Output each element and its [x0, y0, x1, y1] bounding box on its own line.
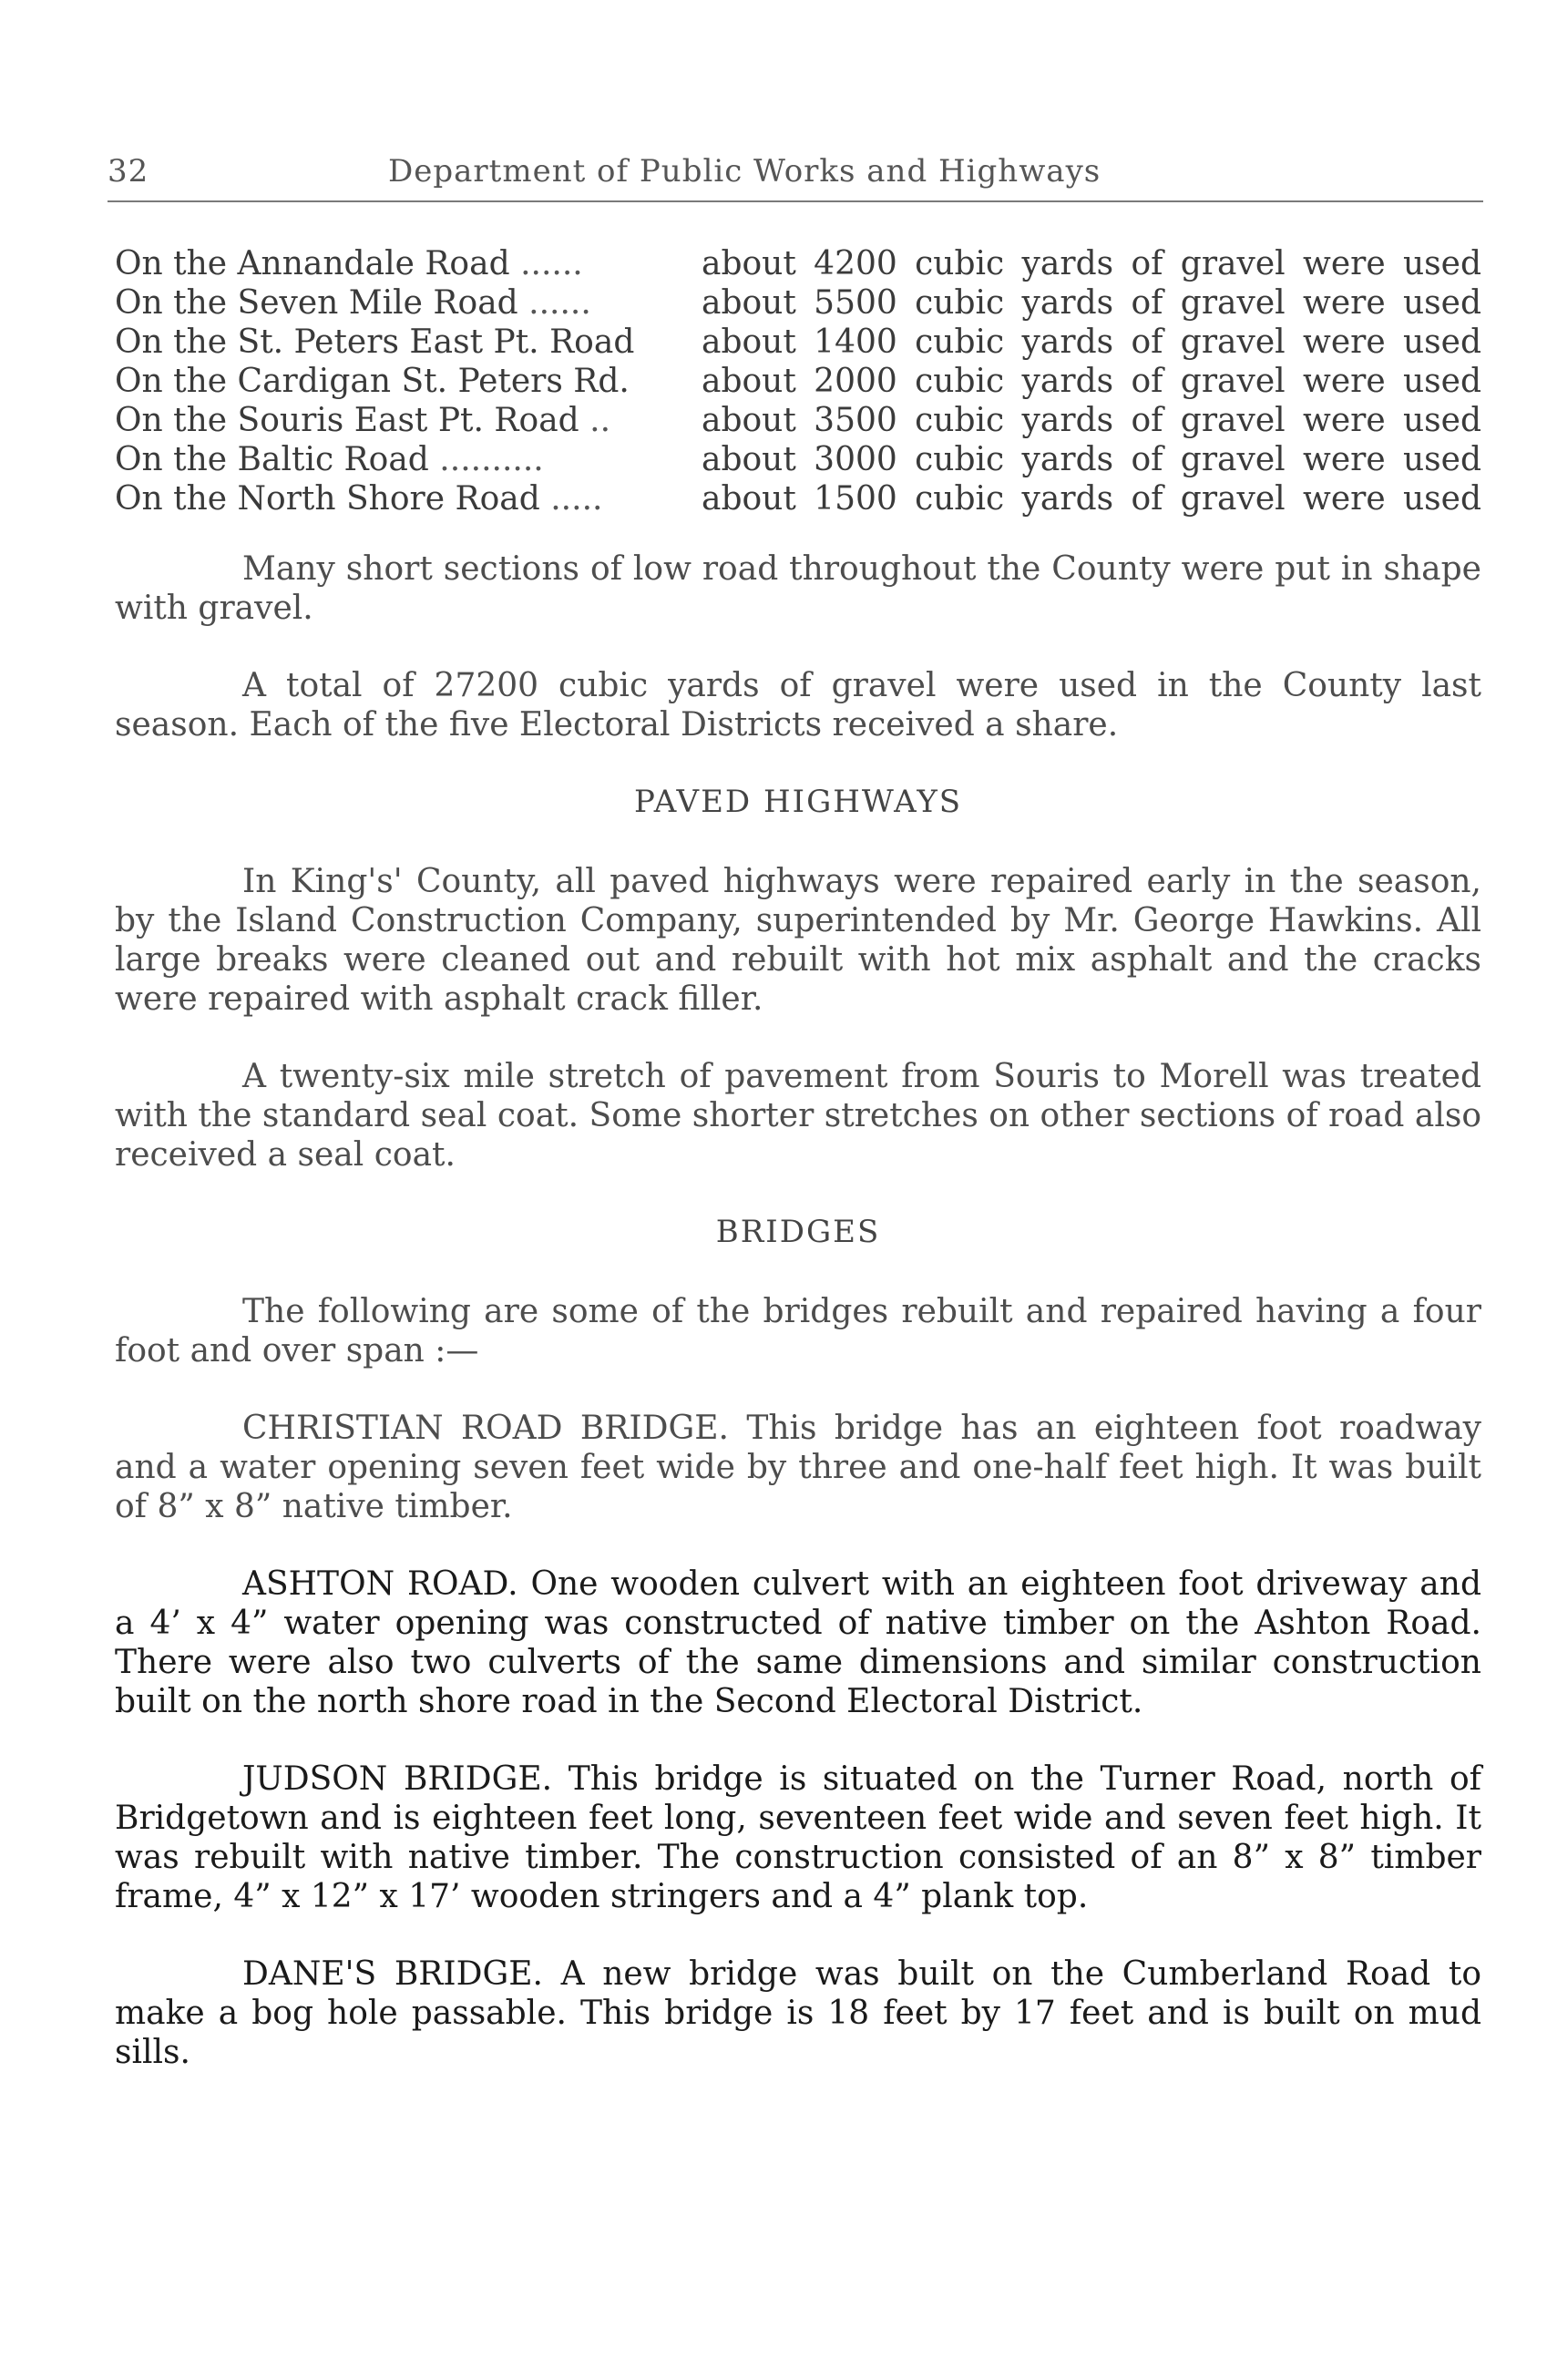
gravel-list-item — [115, 244, 1481, 283]
paragraph-gravel-total: A total of 27200 cubic yards of gravel were used in the County last season. Each of the five Electoral Districts received a share. — [115, 667, 1481, 744]
gravel-list-item — [115, 283, 1481, 323]
gravel-list-item — [115, 323, 1481, 362]
paragraph-bridges-intro: The following are some of the bridges rebuilt and repaired having a four foot and over span :— — [115, 1293, 1481, 1370]
page-header — [108, 146, 1483, 202]
road-name: On the North Shore Road — [115, 480, 540, 518]
road-name: On the Seven Mile Road — [115, 284, 518, 322]
gravel-list-item — [115, 440, 1481, 479]
paragraph-danes-bridge: DANE'S BRIDGE. A new bridge was built on the Cumberland Road to make a bog hole passable. This bridge is 18 feet by 17 feet and is built on mud sills. — [115, 1955, 1481, 2071]
gravel-amount: about 1400 cubic yards of gravel were used — [702, 323, 1481, 361]
gravel-list-item — [115, 401, 1481, 440]
road-name: On the Annandale Road — [115, 245, 510, 282]
page-number: 32 — [108, 153, 149, 190]
gravel-amount: about 2000 cubic yards of gravel were used — [702, 363, 1481, 400]
paragraph-short-sections: Many short sections of low road throughout the County were put in shape with gravel. — [115, 550, 1481, 627]
gravel-list-item — [115, 362, 1481, 401]
paragraph-paved-repairs: In King's' County, all paved highways were repaired early in the season, by the Island Construction Company, superintended by Mr. George Hawkins. All large breaks were cleaned out and rebuilt with hot mix asphalt and the cracks were repaired with asphalt crack filler. — [115, 863, 1481, 1018]
paragraph-christian-road-bridge: CHRISTIAN ROAD BRIDGE. This bridge has an eighteen foot roadway and a water opening seven feet wide by three and one-half feet high. It was built of 8” x 8” native timber. — [115, 1410, 1481, 1525]
heading-paved-highways: PAVED HIGHWAYS — [633, 784, 963, 820]
gravel-list-item — [115, 479, 1481, 518]
running-title: Department of Public Works and Highways — [388, 153, 1101, 190]
leader-dots: .......... — [428, 441, 544, 478]
gravel-amount: about 1500 cubic yards of gravel were used — [702, 480, 1481, 518]
gravel-amount: about 4200 cubic yards of gravel were used — [702, 245, 1481, 282]
gravel-amount: about 3500 cubic yards of gravel were used — [702, 402, 1481, 439]
page-content — [115, 244, 1481, 2110]
gravel-amount: about 5500 cubic yards of gravel were used — [702, 284, 1481, 322]
paragraph-seal-coat: A twenty-six mile stretch of pavement from Souris to Morell was treated with the standard seal coat. Some shorter stretches on other sections of road also received a seal coat. — [115, 1058, 1481, 1174]
heading-bridges: BRIDGES — [715, 1214, 881, 1250]
road-name: On the Cardigan St. Peters Rd. — [115, 363, 630, 400]
paragraph-judson-bridge: JUDSON BRIDGE. This bridge is situated on the Turner Road, north of Bridgetown and is eighteen feet long, seventeen feet wide and seven feet high. It was rebuilt with native timber. The construction consisted of an 8” x 8” timber frame, 4” x 12” x 17’ wooden stringers and a 4” plank top. — [115, 1760, 1481, 1915]
road-name: On the Souris East Pt. Road — [115, 402, 579, 439]
gravel-usage-list — [115, 244, 1481, 518]
road-name: On the St. Peters East Pt. Road — [115, 323, 635, 361]
paragraph-ashton-road: ASHTON ROAD. One wooden culvert with an eighteen foot driveway and a 4’ x 4” water opening was constructed of native timber on the Ashton Road. There were also two culverts of the same dimensions and similar construction built on the north shore road in the Second Electoral District. — [115, 1565, 1481, 1720]
gravel-amount: about 3000 cubic yards of gravel were used — [702, 441, 1481, 478]
leader-dots: ...... — [509, 245, 583, 282]
leader-dots: .. — [579, 402, 611, 439]
leader-dots: ...... — [517, 284, 591, 322]
leader-dots: ..... — [539, 480, 603, 518]
road-name: On the Baltic Road — [115, 441, 429, 478]
